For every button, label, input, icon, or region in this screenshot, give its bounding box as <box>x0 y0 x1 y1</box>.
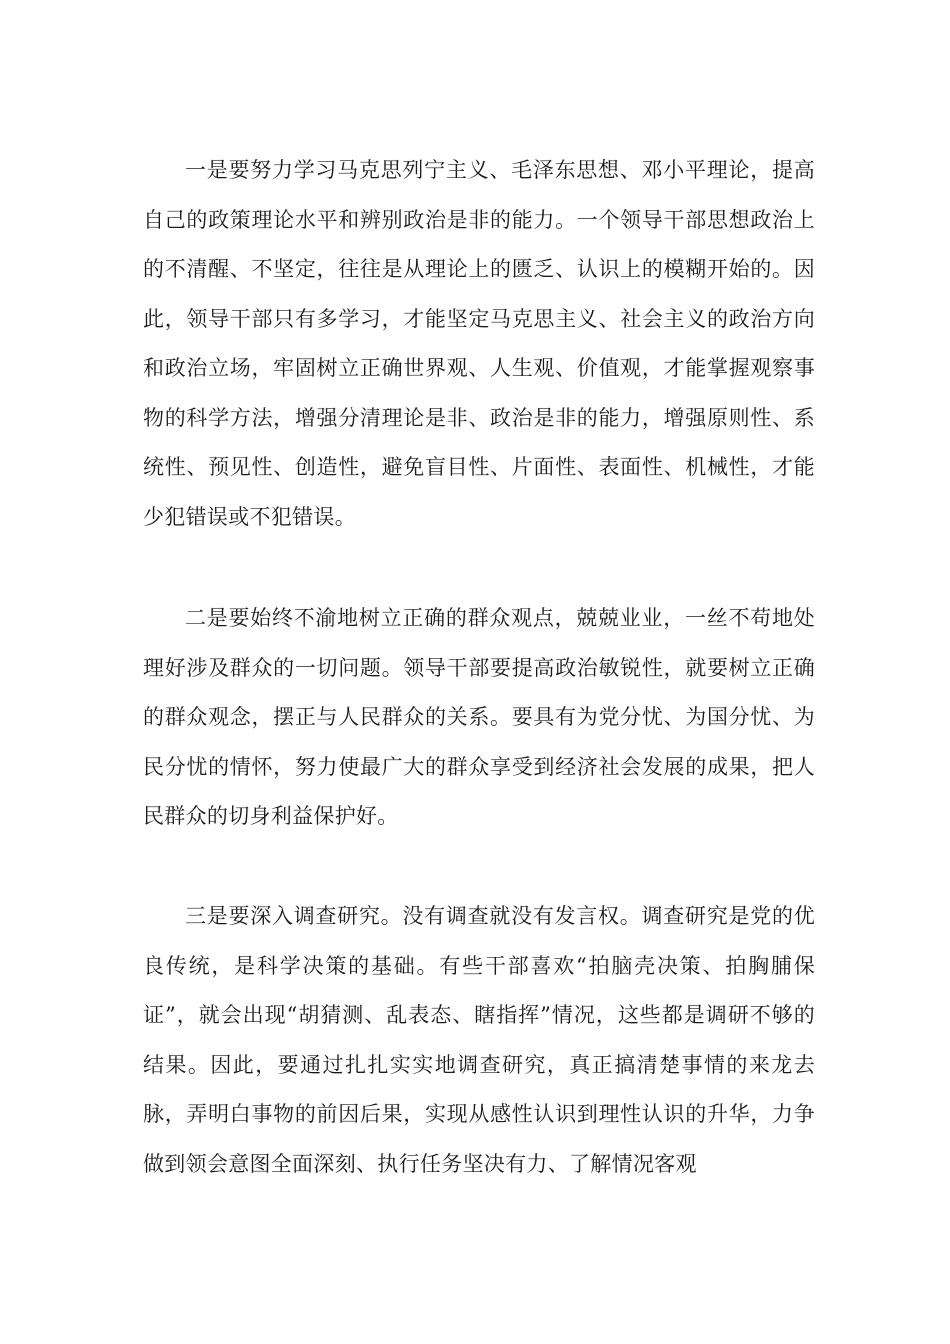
paragraph-2: 二是要始终不渝地树立正确的群众观点，兢兢业业，一丝不苟地处理好涉及群众的一切问题。领导干部要提高政治敏锐性，就要树立正确的群众观念，摆正与人民群众的关系。要具有为党分忧、为国分忧、为民分忧的情怀，努力使最广大的群众享受到经济社会发展的成果，把人民群众的切身利益保护好。 <box>143 606 815 828</box>
paragraph-3: 三是要深入调查研究。没有调查就没有发言权。调查研究是党的优良传统，是科学决策的基础。有些干部喜欢“拍脑壳决策、拍胸脯保证”，就会出现“胡猜测、乱表态、瞎指挥”情况，这些都是调研不够的结果。因此，要通过扎扎实实地调查研究，真正搞清楚事情的来龙去脉，弄明白事物的前因后果，实现从感性认识到理性认识的升华，力争做到领会意图全面深刻、执行任务坚决有力、了解情况客观 <box>143 904 815 1176</box>
paragraph-1: 一是要努力学习马克思列宁主义、毛泽东思想、邓小平理论，提高自己的政策理论水平和辨别政治是非的能力。一个领导干部思想政治上的不清醒、不坚定，往往是从理论上的匮乏、认识上的模糊开始的。因此，领导干部只有多学习，才能坚定马克思主义、社会主义的政治方向和政治立场，牢固树立正确世界观、人生观、价值观，才能掌握观察事物的科学方法，增强分清理论是非、政治是非的能力，增强原则性、系统性、预见性、创造性，避免盲目性、片面性、表面性、机械性，才能少犯错误或不犯错误。 <box>143 158 815 529</box>
